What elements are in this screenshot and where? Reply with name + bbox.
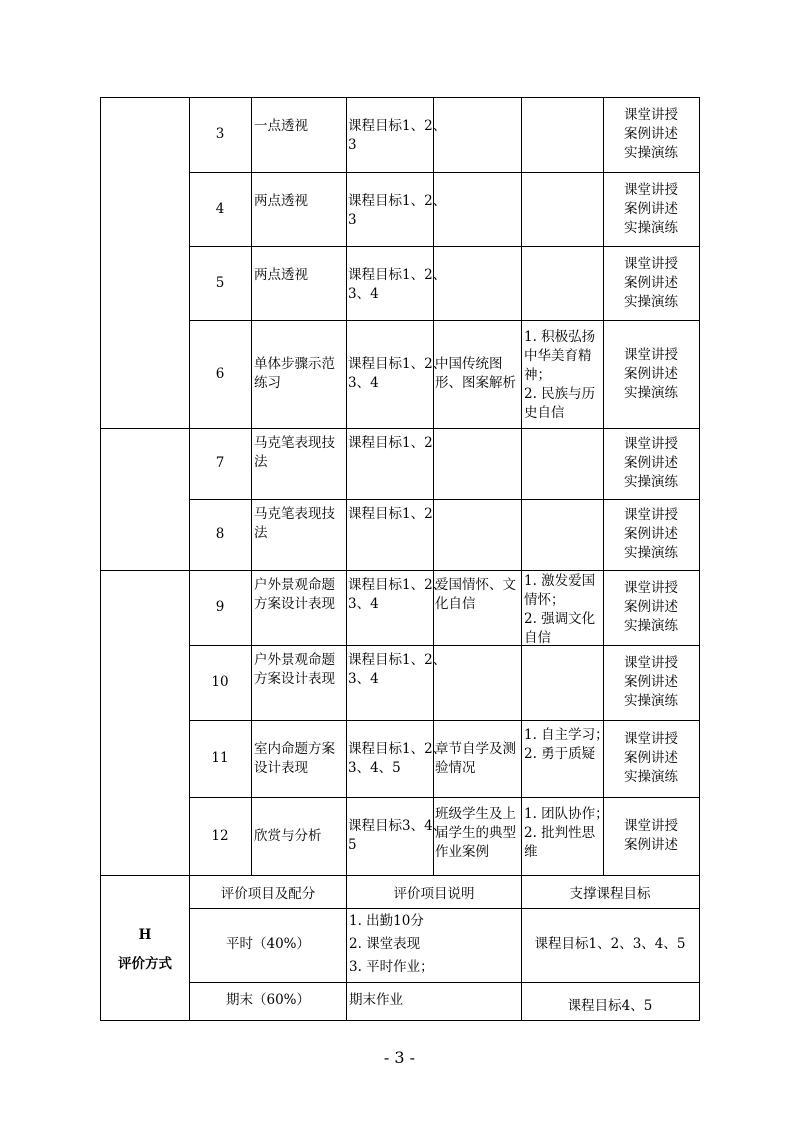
ideological-element: 形、图案解析 [435,375,516,391]
grid-line [189,172,700,173]
course-goal: 课程目标1、2 [348,506,433,522]
teaching-method: 实操演练 [624,693,678,709]
grid-line [699,97,700,1021]
grid-line [433,97,434,876]
lesson-content: 户外景观命题 [254,652,335,668]
lesson-content: 马克笔表现技 [254,435,335,451]
course-goal: 课程目标1、2、 [348,740,447,757]
lesson-content: 一点透视 [254,118,308,134]
course-goal: 3、4 [348,671,379,687]
teaching-method: 案例讲述 [624,526,678,542]
lesson-content: 室内命题方案 [254,740,335,757]
lesson-number: 11 [211,750,229,766]
ideological-point: 维 [524,844,538,860]
grid-line [346,97,347,876]
teaching-method: 案例讲述 [624,837,678,853]
course-goal: 课程目标1、2、 [348,652,447,668]
lesson-content: 练习 [254,375,281,391]
ideological-element: 爱国情怀、文 [435,577,516,593]
grid-line [189,982,700,983]
ideological-element: 章节自学及测 [435,740,516,757]
grid-line [189,797,700,798]
course-goal: 3 [348,137,357,153]
teaching-method: 课堂讲授 [624,346,678,363]
ideological-point: 1. 积极弘扬 [524,329,596,345]
lesson-number: 6 [215,365,225,382]
teaching-method: 课堂讲授 [624,580,678,596]
lesson-content: 两点透视 [254,267,308,283]
eval-final-desc: 期末作业 [349,992,403,1008]
teaching-method: 案例讲述 [624,200,678,217]
course-goal: 课程目标1、2 [348,435,433,451]
teaching-method: 课堂讲授 [624,255,678,272]
ideological-point: 中华美育精 [524,348,592,364]
ideological-element: 班级学生及上 [435,806,516,822]
grid-line [189,499,700,500]
grid-line [100,570,700,571]
teaching-method: 实操演练 [624,545,678,561]
teaching-method: 实操演练 [624,474,678,490]
course-goal: 5 [348,837,357,853]
teaching-method: 课堂讲授 [624,507,678,523]
grid-line [100,1020,700,1021]
lesson-content: 设计表现 [254,759,308,776]
ideological-point: 1. 团队协作； [524,806,609,822]
ideological-element: 届学生的典型 [435,825,516,841]
lesson-number: 3 [215,126,225,142]
ideological-point: 2. 强调文化 [524,611,596,627]
ideological-point: 自信 [524,630,551,646]
ideological-element: 化自信 [435,596,476,612]
lesson-content: 法 [254,525,268,541]
ideological-point: 神； [524,367,551,383]
lesson-content: 方案设计表现 [254,671,335,687]
lesson-number: 5 [215,274,225,291]
teaching-method: 课堂讲授 [624,655,678,671]
teaching-method: 实操演练 [624,769,678,785]
ideological-point: 1. 自主学习； [524,727,609,743]
teaching-method: 案例讲述 [624,750,678,766]
lesson-number: 8 [215,526,225,542]
teaching-method: 案例讲述 [624,365,678,382]
eval-regular-desc-3: 3. 平时作业； [349,959,434,975]
teaching-method: 实操演练 [624,145,678,161]
lesson-content: 两点透视 [254,193,308,209]
lesson-number: 7 [215,455,225,471]
course-goal: 课程目标1、2、 [348,356,447,372]
grid-line [251,97,252,876]
grid-line [189,320,700,321]
course-goal: 课程目标1、2、 [348,193,447,209]
course-goal: 3、4 [348,596,379,612]
lesson-content: 法 [254,454,268,470]
teaching-method: 课堂讲授 [624,181,678,198]
course-goal: 课程目标1、2、 [348,267,447,283]
teaching-method: 实操演练 [624,219,678,236]
grid-line [100,875,700,876]
section-title: 评价方式 [118,956,172,972]
teaching-method: 案例讲述 [624,455,678,471]
course-goal: 3、4 [348,286,379,302]
grid-line [189,720,700,721]
grid-line [521,97,522,876]
eval-final-label: 期末（60%） [225,992,310,1008]
grid-line [100,97,700,98]
eval-final-goal: 课程目标4、5 [567,998,653,1014]
course-goal: 课程目标1、2、 [348,577,447,593]
teaching-method: 课堂讲授 [624,818,678,834]
eval-header-item: 评价项目及配分 [220,886,316,902]
lesson-number: 12 [211,827,229,844]
lesson-content: 欣赏与分析 [254,827,322,844]
teaching-method: 课堂讲授 [624,107,678,123]
eval-regular-desc-2: 2. 课堂表现 [349,936,421,952]
section-letter: H [138,927,152,943]
course-goal: 课程目标3、4、 [348,818,447,834]
course-goal: 课程目标1、2、 [348,118,447,134]
teaching-method: 课堂讲授 [624,731,678,747]
lesson-content: 单体步骤示范 [254,356,335,372]
ideological-point: 1. 激发爱国 [524,573,596,589]
grid-line [189,645,700,646]
teaching-method: 案例讲述 [624,126,678,142]
teaching-method: 案例讲述 [624,599,678,615]
lesson-number: 4 [215,200,225,217]
eval-regular-desc-1: 1. 出勤10分 [349,913,424,929]
ideological-point: 2. 勇于质疑 [524,746,596,762]
lesson-content: 户外景观命题 [254,577,335,593]
lesson-number: 9 [215,599,225,615]
teaching-method: 实操演练 [624,384,678,401]
grid-line [100,428,700,429]
ideological-point: 情怀； [524,592,565,608]
teaching-method: 实操演练 [624,293,678,310]
eval-regular-goal: 课程目标1、2、3、4、5 [534,936,686,952]
course-goal: 3、4 [348,375,379,391]
course-goal: 3、4、5 [348,759,401,776]
grid-line [189,246,700,247]
eval-regular-label: 平时（40%） [225,936,310,952]
course-goal: 3 [348,212,357,228]
teaching-method: 案例讲述 [624,274,678,291]
ideological-point: 2. 批判性思 [524,825,596,841]
lesson-content: 马克笔表现技 [254,506,335,522]
grid-line [100,97,101,1021]
lesson-content: 方案设计表现 [254,596,335,612]
page-number: - 3 - [383,1048,416,1067]
ideological-element: 中国传统图 [435,356,503,372]
teaching-method: 课堂讲授 [624,436,678,452]
teaching-method: 案例讲述 [624,674,678,690]
ideological-point: 史自信 [524,405,565,421]
lesson-number: 10 [211,674,229,690]
ideological-element: 验情况 [435,759,476,776]
teaching-method: 实操演练 [624,618,678,634]
ideological-element: 作业案例 [435,844,489,860]
eval-header-description: 评价项目说明 [393,886,475,902]
grid-line [189,908,700,909]
eval-header-goal: 支撑课程目标 [569,886,651,902]
ideological-point: 2. 民族与历 [524,386,596,402]
